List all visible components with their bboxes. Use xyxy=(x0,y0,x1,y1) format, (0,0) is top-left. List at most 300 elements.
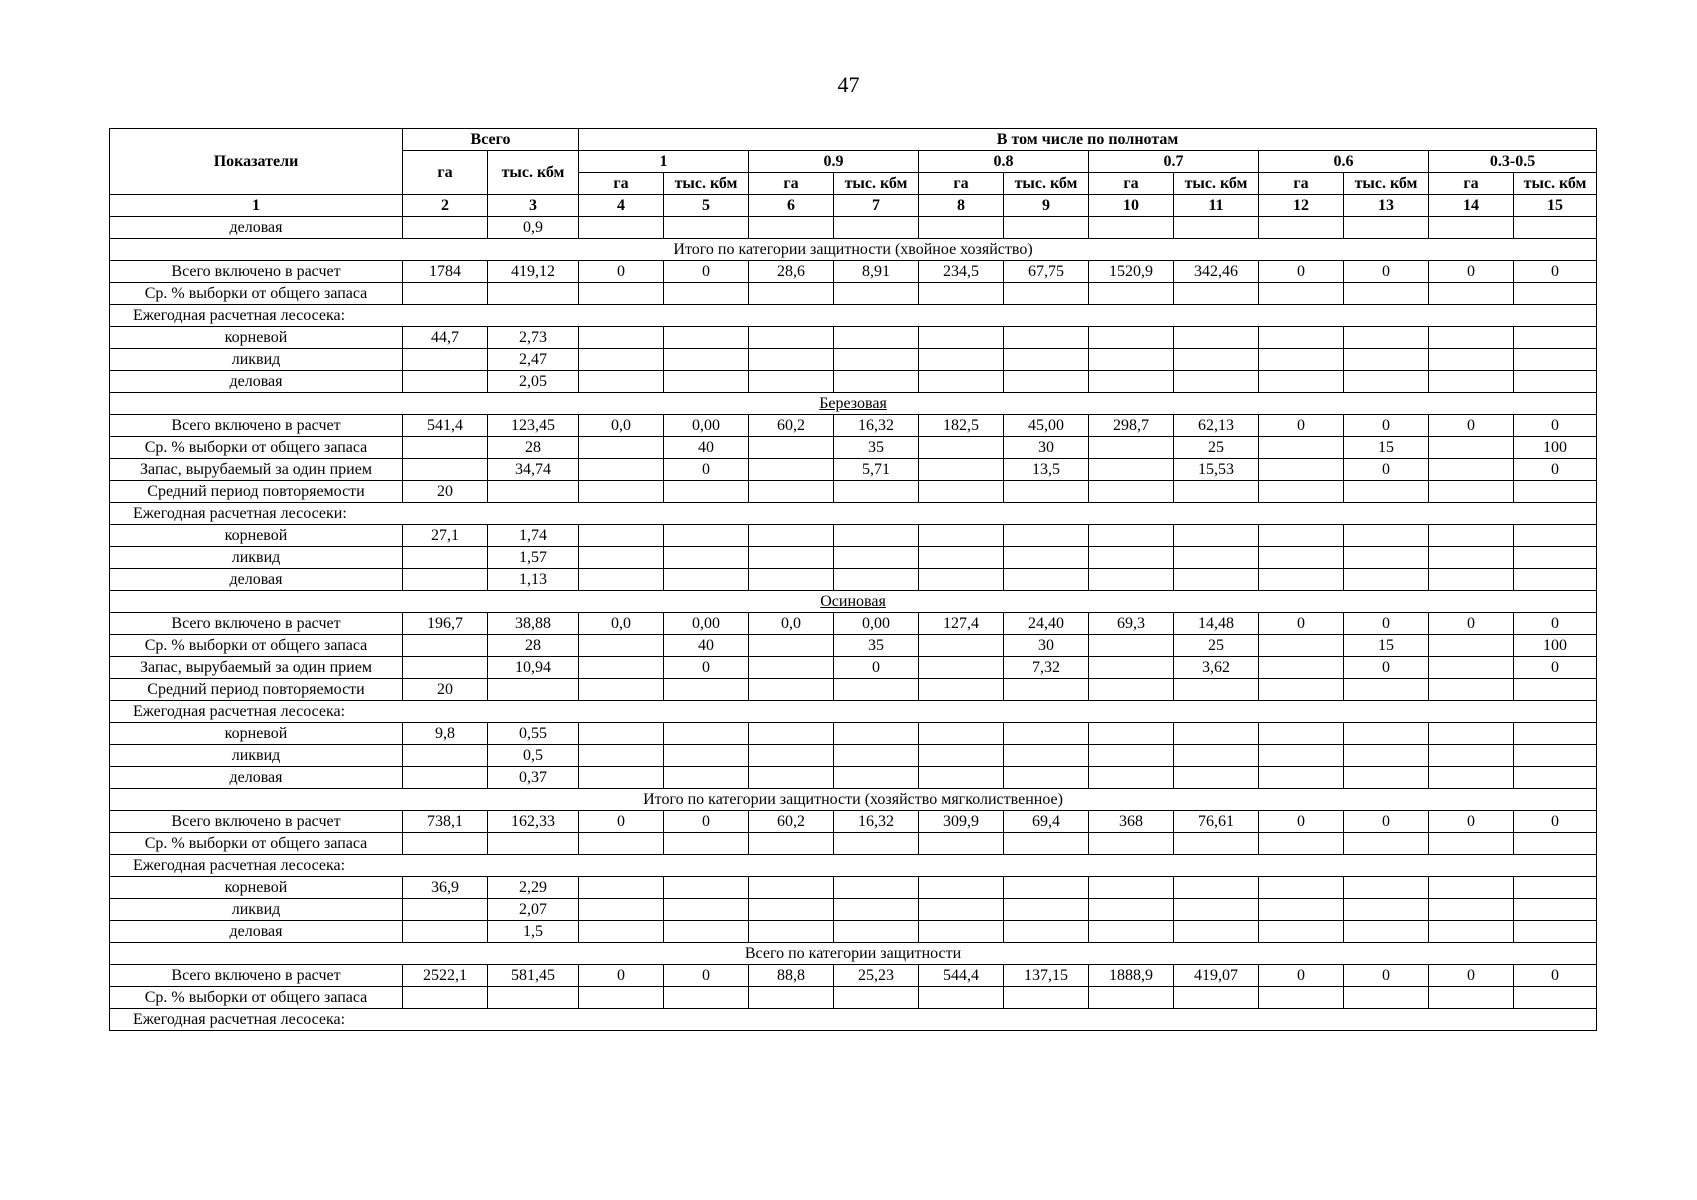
table-cell xyxy=(403,371,488,393)
section-row xyxy=(110,789,1597,811)
table-row xyxy=(110,965,1597,987)
table-cell xyxy=(488,679,579,701)
table-cell xyxy=(1259,217,1344,239)
table-cell xyxy=(749,899,834,921)
table-cell xyxy=(403,767,488,789)
table-cell xyxy=(749,569,834,591)
table-cell: 298,7 xyxy=(1089,415,1174,437)
table-cell: 2522,1 xyxy=(403,965,488,987)
row-label: Ср. % выборки от общего запаса xyxy=(110,833,403,855)
table-cell xyxy=(664,569,749,591)
table-cell xyxy=(1004,899,1089,921)
row-label: Всего включено в расчет xyxy=(110,415,403,437)
table-cell xyxy=(1174,745,1259,767)
table-cell xyxy=(1514,745,1597,767)
row-label: корневой xyxy=(110,723,403,745)
table-cell: 76,61 xyxy=(1174,811,1259,833)
table-cell xyxy=(919,899,1004,921)
table-cell xyxy=(919,349,1004,371)
table-cell xyxy=(1089,877,1174,899)
label-cell xyxy=(110,305,1597,327)
table-cell: 2,47 xyxy=(488,349,579,371)
table-cell xyxy=(1429,437,1514,459)
table-cell xyxy=(749,349,834,371)
table-cell: 0 xyxy=(664,261,749,283)
table-cell xyxy=(1429,679,1514,701)
table-cell xyxy=(1344,921,1429,943)
table-cell xyxy=(749,547,834,569)
table-cell xyxy=(1514,481,1597,503)
table-cell xyxy=(403,833,488,855)
header-density-0.6: 0.6 xyxy=(1259,151,1429,173)
table-cell: 25 xyxy=(1174,437,1259,459)
forest-cutting-table xyxy=(109,128,1597,1031)
table-cell: 0 xyxy=(1429,415,1514,437)
section-row xyxy=(110,393,1597,415)
table-cell: 25 xyxy=(1174,635,1259,657)
row-label: ликвид xyxy=(110,899,403,921)
row-label: деловая xyxy=(110,767,403,789)
row-label: корневой xyxy=(110,877,403,899)
table-cell xyxy=(1429,349,1514,371)
table-cell: 1,57 xyxy=(488,547,579,569)
table-cell: 69,3 xyxy=(1089,613,1174,635)
table-cell xyxy=(664,481,749,503)
row-label: деловая xyxy=(110,217,403,239)
table-cell: 342,46 xyxy=(1174,261,1259,283)
table-cell xyxy=(1344,283,1429,305)
table-cell xyxy=(834,899,919,921)
column-number: 5 xyxy=(664,195,749,217)
table-cell xyxy=(749,525,834,547)
table-cell: 69,4 xyxy=(1004,811,1089,833)
label-row xyxy=(110,855,1597,877)
table-body xyxy=(110,217,1597,1031)
table-cell xyxy=(1174,283,1259,305)
table-cell: 1520,9 xyxy=(1089,261,1174,283)
header-density-0.8: 0.8 xyxy=(919,151,1089,173)
table-cell xyxy=(1514,569,1597,591)
table-row xyxy=(110,723,1597,745)
table-cell xyxy=(749,459,834,481)
table-cell xyxy=(403,635,488,657)
header-unit-cbm: тыс. кбм xyxy=(1004,173,1089,195)
table-cell xyxy=(579,437,664,459)
row-label: Всего включено в расчет xyxy=(110,261,403,283)
table-cell xyxy=(403,547,488,569)
table-cell xyxy=(579,349,664,371)
table-cell: 0 xyxy=(1344,415,1429,437)
table-cell xyxy=(1344,877,1429,899)
header-by-density: В том числе по полнотам xyxy=(579,129,1597,151)
section-row xyxy=(110,591,1597,613)
table-cell: 0 xyxy=(834,657,919,679)
table-cell: 309,9 xyxy=(919,811,1004,833)
table-cell xyxy=(1004,481,1089,503)
table-row xyxy=(110,437,1597,459)
table-cell xyxy=(579,723,664,745)
table-cell: 0,37 xyxy=(488,767,579,789)
table-cell xyxy=(919,569,1004,591)
table-cell: 0,5 xyxy=(488,745,579,767)
column-number: 3 xyxy=(488,195,579,217)
table-cell xyxy=(1514,525,1597,547)
table-cell xyxy=(1174,679,1259,701)
column-number: 11 xyxy=(1174,195,1259,217)
table-cell xyxy=(1514,833,1597,855)
table-cell xyxy=(1089,723,1174,745)
table-cell xyxy=(749,921,834,943)
section-cell xyxy=(110,943,1597,965)
table-cell xyxy=(919,987,1004,1009)
section-title: Березовая xyxy=(819,394,887,412)
table-cell: 0 xyxy=(664,965,749,987)
table-cell: 0 xyxy=(1259,811,1344,833)
row-label: деловая xyxy=(110,371,403,393)
column-number: 9 xyxy=(1004,195,1089,217)
table-cell xyxy=(1259,481,1344,503)
table-cell: 0 xyxy=(579,811,664,833)
header-unit-ha: га xyxy=(749,173,834,195)
table-cell xyxy=(1004,723,1089,745)
table-cell: 35 xyxy=(834,635,919,657)
table-cell xyxy=(1259,987,1344,1009)
table-cell xyxy=(1514,679,1597,701)
table-cell: 28 xyxy=(488,635,579,657)
table-cell xyxy=(1514,371,1597,393)
table-cell xyxy=(834,217,919,239)
table-cell xyxy=(919,745,1004,767)
table-cell xyxy=(1174,899,1259,921)
row-label: Ср. % выборки от общего запаса xyxy=(110,283,403,305)
table-cell xyxy=(1089,833,1174,855)
section-title: Всего по категории защитности xyxy=(744,944,962,962)
table-cell xyxy=(1429,987,1514,1009)
table-cell: 0 xyxy=(1429,965,1514,987)
table-cell xyxy=(1004,745,1089,767)
table-cell xyxy=(1089,987,1174,1009)
table-cell xyxy=(1174,767,1259,789)
table-cell: 0 xyxy=(579,965,664,987)
table-cell xyxy=(834,723,919,745)
table-cell: 419,07 xyxy=(1174,965,1259,987)
table-cell xyxy=(1089,283,1174,305)
row-label: Ежегодная расчетная лесосека: xyxy=(133,1010,346,1028)
table-cell xyxy=(1259,371,1344,393)
table-cell xyxy=(834,987,919,1009)
table-cell: 0 xyxy=(664,811,749,833)
table-cell xyxy=(1429,459,1514,481)
table-cell xyxy=(403,987,488,1009)
table-cell xyxy=(579,679,664,701)
table-cell xyxy=(1429,371,1514,393)
table-cell xyxy=(1089,459,1174,481)
table-cell xyxy=(834,525,919,547)
table-cell xyxy=(1174,569,1259,591)
column-number: 13 xyxy=(1344,195,1429,217)
table-cell: 34,74 xyxy=(488,459,579,481)
column-number: 1 xyxy=(110,195,403,217)
table-cell: 1784 xyxy=(403,261,488,283)
row-label: Всего включено в расчет xyxy=(110,965,403,987)
table-cell xyxy=(1174,481,1259,503)
table-cell xyxy=(1004,987,1089,1009)
table-cell xyxy=(1429,635,1514,657)
table-cell xyxy=(579,767,664,789)
table-cell xyxy=(1259,569,1344,591)
table-cell xyxy=(749,635,834,657)
table-cell xyxy=(919,547,1004,569)
table-cell: 234,5 xyxy=(919,261,1004,283)
table-cell xyxy=(919,283,1004,305)
table-cell xyxy=(919,767,1004,789)
table-cell xyxy=(1344,481,1429,503)
table-cell: 0,00 xyxy=(834,613,919,635)
table-cell: 0,00 xyxy=(664,415,749,437)
table-cell xyxy=(749,833,834,855)
table-cell xyxy=(919,371,1004,393)
table-cell xyxy=(834,371,919,393)
row-label: Средний период повторяемости xyxy=(110,481,403,503)
table-cell xyxy=(1514,349,1597,371)
table-cell xyxy=(834,481,919,503)
table-cell xyxy=(1259,745,1344,767)
table-cell: 1,74 xyxy=(488,525,579,547)
table-cell xyxy=(919,481,1004,503)
table-cell: 0 xyxy=(1514,657,1597,679)
table-cell xyxy=(1514,547,1597,569)
table-cell: 1,13 xyxy=(488,569,579,591)
table-cell: 30 xyxy=(1004,437,1089,459)
table-cell: 8,91 xyxy=(834,261,919,283)
table-cell: 10,94 xyxy=(488,657,579,679)
table-cell xyxy=(1429,525,1514,547)
table-cell xyxy=(749,723,834,745)
table-cell xyxy=(834,327,919,349)
label-row xyxy=(110,503,1597,525)
table-cell xyxy=(1259,767,1344,789)
table-row xyxy=(110,415,1597,437)
table-cell xyxy=(1004,525,1089,547)
table-cell xyxy=(664,371,749,393)
table-cell xyxy=(1429,569,1514,591)
table-cell: 738,1 xyxy=(403,811,488,833)
table-row xyxy=(110,921,1597,943)
header-unit-cbm: тыс. кбм xyxy=(1344,173,1429,195)
table-cell xyxy=(1429,283,1514,305)
table-cell xyxy=(1429,745,1514,767)
table-row xyxy=(110,657,1597,679)
table-cell xyxy=(1344,723,1429,745)
section-cell xyxy=(110,789,1597,811)
table-cell xyxy=(664,723,749,745)
row-label: ликвид xyxy=(110,349,403,371)
table-cell: 0 xyxy=(1429,811,1514,833)
table-cell: 0,55 xyxy=(488,723,579,745)
header-total-cbm: тыс. кбм xyxy=(488,151,579,195)
table-cell xyxy=(1514,217,1597,239)
table-cell xyxy=(919,921,1004,943)
table-cell xyxy=(664,217,749,239)
table-cell xyxy=(1174,525,1259,547)
table-cell: 40 xyxy=(664,635,749,657)
table-cell: 0 xyxy=(664,459,749,481)
table-cell xyxy=(1344,569,1429,591)
section-title: Итого по категории защитности (хозяйство мягколиственное) xyxy=(643,790,1063,808)
table-cell xyxy=(1344,767,1429,789)
table-cell xyxy=(1004,921,1089,943)
table-cell xyxy=(1429,877,1514,899)
table-cell: 24,40 xyxy=(1004,613,1089,635)
table-cell xyxy=(664,877,749,899)
label-row xyxy=(110,305,1597,327)
table-cell xyxy=(1004,833,1089,855)
label-row xyxy=(110,1009,1597,1031)
header-total: Всего xyxy=(403,129,579,151)
table-cell xyxy=(834,569,919,591)
header-density-0.9: 0.9 xyxy=(749,151,919,173)
table-cell xyxy=(834,283,919,305)
table-cell xyxy=(749,481,834,503)
table-cell xyxy=(1089,679,1174,701)
table-cell: 3,62 xyxy=(1174,657,1259,679)
header-density-0.7: 0.7 xyxy=(1089,151,1259,173)
table-cell xyxy=(1089,745,1174,767)
table-cell: 0 xyxy=(1514,965,1597,987)
table-cell xyxy=(1004,349,1089,371)
table-cell xyxy=(664,899,749,921)
table-cell xyxy=(1174,921,1259,943)
header-density-1: 1 xyxy=(579,151,749,173)
table-cell xyxy=(1174,987,1259,1009)
table-cell xyxy=(834,877,919,899)
table-cell: 0,0 xyxy=(579,613,664,635)
row-label: Ежегодная расчетная лесосека: xyxy=(133,702,346,720)
table-cell: 0 xyxy=(1344,613,1429,635)
table-cell xyxy=(488,833,579,855)
table-cell xyxy=(1174,349,1259,371)
table-cell xyxy=(664,767,749,789)
table-cell xyxy=(664,833,749,855)
table-cell: 45,00 xyxy=(1004,415,1089,437)
table-cell xyxy=(834,767,919,789)
table-cell xyxy=(1259,877,1344,899)
table-cell xyxy=(664,547,749,569)
row-label: Средний период повторяемости xyxy=(110,679,403,701)
table-cell xyxy=(1344,987,1429,1009)
header-total-ha: га xyxy=(403,151,488,195)
table-cell xyxy=(1514,899,1597,921)
row-label: Ежегодная расчетная лесосеки: xyxy=(133,504,347,522)
table-cell xyxy=(1514,327,1597,349)
table-cell xyxy=(1259,327,1344,349)
table-cell xyxy=(579,547,664,569)
table-cell xyxy=(1089,547,1174,569)
table-cell xyxy=(579,745,664,767)
table-row xyxy=(110,283,1597,305)
table-cell: 0 xyxy=(1344,657,1429,679)
table-row xyxy=(110,547,1597,569)
table-cell xyxy=(1004,283,1089,305)
table-cell xyxy=(403,899,488,921)
header-unit-ha: га xyxy=(1259,173,1344,195)
column-number: 2 xyxy=(403,195,488,217)
table-cell xyxy=(1514,921,1597,943)
table-row xyxy=(110,371,1597,393)
header-unit-ha: га xyxy=(919,173,1004,195)
table-cell: 0 xyxy=(1514,459,1597,481)
table-cell xyxy=(1344,547,1429,569)
table-cell: 60,2 xyxy=(749,415,834,437)
table-cell: 0 xyxy=(1429,613,1514,635)
table-cell xyxy=(488,987,579,1009)
table-cell xyxy=(1004,877,1089,899)
table-cell xyxy=(1344,679,1429,701)
table-cell xyxy=(403,349,488,371)
section-title: Итого по категории защитности (хвойное хозяйство) xyxy=(673,240,1033,258)
table-cell xyxy=(664,283,749,305)
table-cell xyxy=(1089,327,1174,349)
table-cell: 0 xyxy=(1514,613,1597,635)
table-cell: 20 xyxy=(403,481,488,503)
table-cell xyxy=(834,547,919,569)
table-cell xyxy=(749,327,834,349)
table-cell xyxy=(1004,767,1089,789)
table-cell xyxy=(749,657,834,679)
table-cell xyxy=(834,921,919,943)
table-cell: 137,15 xyxy=(1004,965,1089,987)
table-cell: 15 xyxy=(1344,437,1429,459)
table-cell xyxy=(664,745,749,767)
table-cell xyxy=(1259,349,1344,371)
table-cell: 27,1 xyxy=(403,525,488,547)
table-cell: 0 xyxy=(1344,965,1429,987)
table-cell: 60,2 xyxy=(749,811,834,833)
table-cell xyxy=(579,635,664,657)
table-cell xyxy=(749,767,834,789)
table-cell: 15,53 xyxy=(1174,459,1259,481)
table-row xyxy=(110,811,1597,833)
table-cell xyxy=(749,987,834,1009)
table-cell: 0 xyxy=(1259,415,1344,437)
table-cell: 62,13 xyxy=(1174,415,1259,437)
table-cell: 0 xyxy=(1344,811,1429,833)
table-cell xyxy=(749,437,834,459)
table-row xyxy=(110,481,1597,503)
row-label: деловая xyxy=(110,921,403,943)
header-density-0.3-0.5: 0.3-0.5 xyxy=(1429,151,1597,173)
table-cell xyxy=(1259,833,1344,855)
table-cell: 544,4 xyxy=(919,965,1004,987)
table-row xyxy=(110,745,1597,767)
table-cell xyxy=(1344,899,1429,921)
table-cell xyxy=(1259,283,1344,305)
table-row xyxy=(110,877,1597,899)
table-cell xyxy=(1344,371,1429,393)
table-cell: 541,4 xyxy=(403,415,488,437)
table-cell xyxy=(919,723,1004,745)
table-cell: 123,45 xyxy=(488,415,579,437)
table-cell xyxy=(1429,921,1514,943)
table-cell: 15 xyxy=(1344,635,1429,657)
table-cell: 2,07 xyxy=(488,899,579,921)
table-cell: 16,32 xyxy=(834,415,919,437)
table-cell xyxy=(664,921,749,943)
table-cell: 16,32 xyxy=(834,811,919,833)
table-cell xyxy=(1259,635,1344,657)
row-label: деловая xyxy=(110,569,403,591)
table-cell xyxy=(1259,459,1344,481)
